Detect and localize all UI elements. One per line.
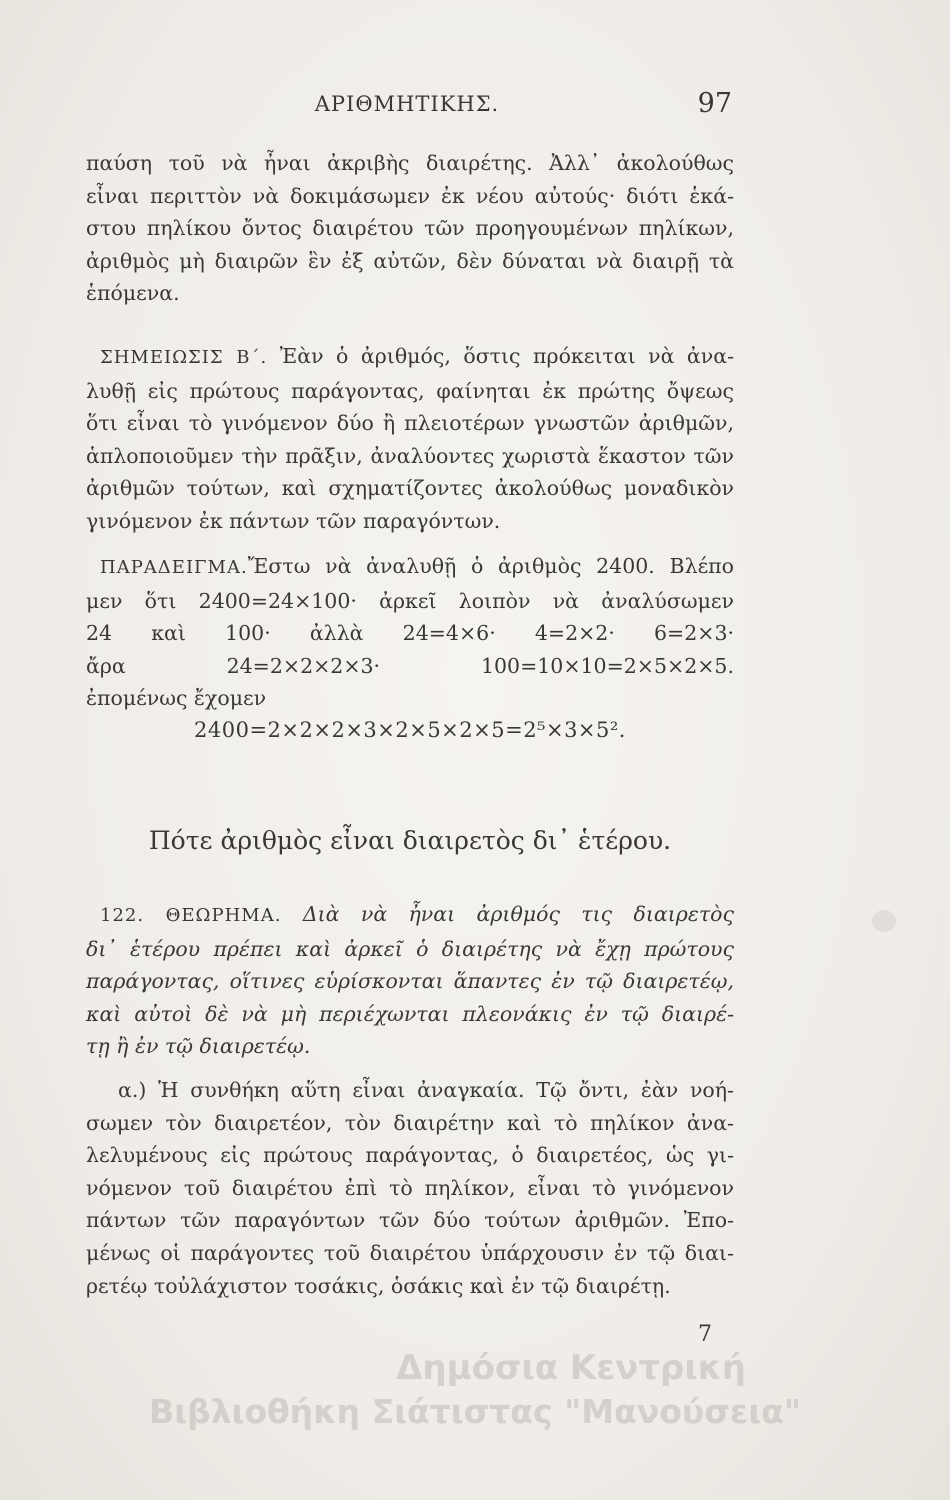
text-line: ἀριθμὸς μὴ διαιρῶν ἓν ἐξ αὐτῶν, δὲν δύναται νὰ διαιρῇ τὰ	[86, 248, 734, 273]
text-line: γινόμενον ἐκ πάντων τῶν παραγόντων.	[86, 508, 501, 533]
example-paragraph	[86, 550, 734, 715]
paragraph-a	[86, 1074, 734, 1302]
text-line: ἀριθμῶν τούτων, καὶ σχηματίζοντες ἀκολούθως μοναδικὸν	[86, 476, 734, 501]
text-line: τῃ ἢ ἐν τῷ διαιρετέῳ.	[86, 1034, 311, 1059]
library-watermark-line1: Δημόσια Κεντρική	[396, 1348, 746, 1388]
text-line: στου πηλίκου ὄντος διαιρέτου τῶν προηγουμένων πηλίκων,	[86, 216, 734, 241]
text-line: ἄρα 24=2×2×2×3· 100=10×10=2×5×2×5.	[86, 653, 734, 678]
text-line: ἁπλοποιοῦμεν τὴν πρᾶξιν, ἀναλύοντες χωριστὰ ἕκαστον τῶν	[86, 443, 734, 468]
text-line: ΠΑΡΑΔΕΙΓΜΑ.Ἔστω νὰ ἀναλυθῇ ὁ ἀριθμὸς 2400. Βλέπο	[100, 554, 734, 578]
page-number: 97	[697, 88, 732, 119]
text-line: μεν ὅτι 2400=24×100· ἀρκεῖ λοιπὸν νὰ ἀναλύσωμεν	[86, 588, 734, 613]
page-header	[86, 88, 732, 122]
signature-mark: 7	[698, 1322, 712, 1347]
theorem-paragraph	[86, 898, 734, 1063]
text-line: νόμενον τοῦ διαιρέτου ἐπὶ τὸ πηλίκον, εἶναι τὸ γινόμενον	[86, 1175, 734, 1200]
example-label: ΠΑΡΑΔΕΙΓΜΑ.	[100, 557, 248, 578]
text-line: μένως οἱ παράγοντες τοῦ διαιρέτου ὑπάρχουσιν ἐν τῷ διαι-	[86, 1240, 734, 1265]
text-line: λελυμένους εἰς πρώτους παράγοντας, ὁ διαιρετέος, ὡς γι-	[86, 1143, 734, 1168]
factorization-formula: 2400=2×2×2×3×2×5×2×5=2⁵×3×5².	[194, 718, 626, 742]
text-line: α.) Ἡ συνθήκη αὕτη εἶναι ἀναγκαία. Τῷ ὄντι, ἐὰν νοή-	[118, 1078, 734, 1102]
running-head: ΑΡΙΘΜΗΤΙΚΗΣ.	[314, 92, 500, 116]
text-line: ΣΗΜΕΙΩΣΙΣ Β΄. Ἐὰν ὁ ἀριθμός, ὅστις πρόκειται νὰ ἀνα-	[100, 344, 734, 368]
text-line: παύση τοῦ νὰ ἦναι ἀκριβὴς διαιρέτης. Ἀλλ᾽ ἀκολούθως	[86, 151, 734, 175]
theorem-label: 122. ΘΕΩΡΗΜΑ.	[100, 905, 282, 926]
library-watermark-line2: Βιβλιοθήκη Σιάτιστας "Μανούσεια"	[148, 1392, 802, 1431]
text-line: πάντων τῶν παραγόντων τῶν δύο τούτων ἀριθμῶν. Ἐπο-	[86, 1208, 734, 1233]
text-line: ἑπόμενα.	[86, 281, 180, 306]
text-line: εἶναι περιττὸν νὰ δοκιμάσωμεν ἐκ νέου αὐτούς· διότι ἑκά-	[86, 183, 734, 208]
text-line: λυθῇ εἰς πρώτους παράγοντας, φαίνηται ἐκ πρώτης ὄψεως	[86, 378, 734, 403]
paragraph-continuation	[86, 147, 734, 310]
text-line: 24 καὶ 100· ἀλλὰ 24=4×6· 4=2×2· 6=2×3·	[86, 621, 734, 646]
ink-smudge	[872, 910, 896, 932]
text-line: δι᾽ ἑτέρου πρέπει καὶ ἀρκεῖ ὁ διαιρέτης νὰ ἔχῃ πρώτους	[86, 936, 734, 961]
text-line: ἐπομένως ἔχομεν	[86, 686, 267, 711]
paragraph-a-label: α.)	[118, 1078, 147, 1102]
note-label: ΣΗΜΕΙΩΣΙΣ Β΄.	[100, 347, 268, 368]
text-line: ὅτι εἶναι τὸ γινόμενον δύο ἢ πλειοτέρων γνωστῶν ἀριθμῶν,	[86, 411, 734, 436]
section-heading: Πότε ἀριθμὸς εἶναι διαιρετὸς δι᾽ ἑτέρου.	[148, 826, 672, 855]
note-paragraph	[86, 340, 734, 538]
text-line: σωμεν τὸν διαιρετέον, τὸν διαιρέτην καὶ τὸ πηλίκον ἀνα-	[86, 1110, 734, 1135]
text-line: καὶ αὐτοὶ δὲ νὰ μὴ περιέχωνται πλεονάκις ἐν τῷ διαιρέ-	[86, 1001, 734, 1026]
text-line: 122. ΘΕΩΡΗΜΑ. Διὰ νὰ ἦναι ἀριθμός τις διαιρετὸς	[100, 902, 734, 926]
text-line: ρετέῳ τοὐλάχιστον τοσάκις, ὁσάκις καὶ ἐν τῷ διαιρέτῃ.	[86, 1273, 671, 1298]
text-line: παράγοντας, οἵτινες εὑρίσκονται ἅπαντες ἐν τῷ διαιρετέῳ,	[86, 969, 734, 994]
